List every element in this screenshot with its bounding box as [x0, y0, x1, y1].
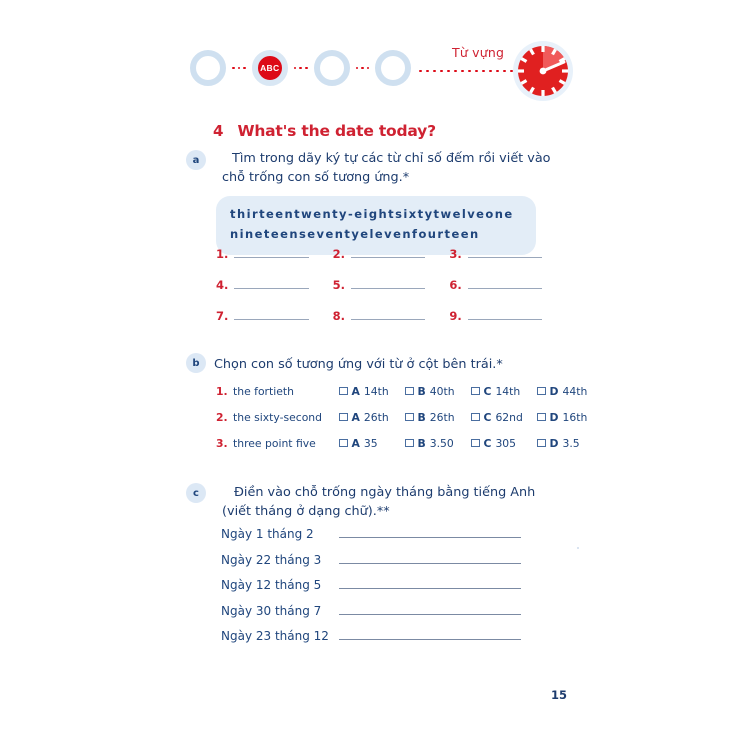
answer-blank-rule[interactable] [234, 277, 308, 289]
date-row-blank[interactable] [339, 575, 521, 589]
task-marker-b: b [186, 353, 206, 373]
answer-blank-number: 9. [449, 309, 462, 323]
mc-option-value: 26th [363, 410, 389, 424]
date-row-label: Ngày 22 tháng 3 [221, 552, 322, 567]
mc-option-value: 3.5 [562, 436, 580, 450]
progress-step-1[interactable] [190, 50, 226, 86]
answer-blank-number: 2. [332, 247, 346, 261]
mc-option-d[interactable] [537, 385, 603, 398]
progress-separator-dots [356, 67, 370, 70]
answer-blank-3[interactable] [449, 246, 556, 261]
task-marker-a: a [186, 150, 206, 170]
checkbox-icon[interactable] [537, 387, 546, 396]
date-row [221, 550, 521, 576]
progress-step-2-label: ABC [260, 62, 280, 73]
checkbox-icon[interactable] [405, 387, 414, 396]
checkbox-icon[interactable] [339, 387, 348, 396]
exercise-title-text: What's the date today? [237, 122, 436, 140]
date-row [221, 575, 521, 601]
section-label: Từ vựng [452, 45, 505, 60]
mc-option-c[interactable] [471, 437, 537, 450]
mc-row [216, 404, 588, 430]
answer-blank-rule[interactable] [234, 308, 308, 320]
answer-blank-5[interactable] [333, 277, 440, 292]
exercise-number: 4 [213, 122, 224, 140]
answer-blank-9[interactable] [449, 308, 556, 323]
answer-blank-1[interactable] [216, 246, 323, 261]
mc-option-letter: B [417, 384, 426, 398]
mc-option-value: 44th [562, 384, 588, 398]
letter-string-line-2: nineteenseventyelevenfourteen [230, 226, 480, 241]
date-row [221, 524, 521, 550]
mc-option-value: 305 [495, 436, 517, 450]
date-row-blank[interactable] [339, 524, 521, 538]
task-c-instruction: Điền vào chỗ trống ngày tháng bằng tiếng Anh (viết tháng ở dạng chữ).** [222, 485, 536, 520]
answer-blank-number: 7. [216, 309, 229, 323]
exercise-title [213, 122, 436, 140]
task-b-question-list [216, 378, 588, 456]
checkbox-icon[interactable] [471, 439, 480, 448]
mc-option-letter: A [351, 384, 360, 398]
answer-blank-8[interactable] [333, 308, 440, 323]
mc-option-a[interactable] [339, 437, 405, 450]
mc-option-value: 14th [363, 384, 389, 398]
progress-step-3[interactable] [314, 50, 350, 86]
mc-option-c[interactable] [471, 411, 537, 424]
mc-option-letter: D [549, 384, 559, 398]
checkbox-icon[interactable] [537, 413, 546, 422]
mc-option-b[interactable] [405, 437, 471, 450]
mc-row [216, 430, 580, 456]
mc-option-letter: C [483, 384, 492, 398]
task-c-date-list [221, 524, 521, 652]
mc-row-prompt: the sixty-second [233, 410, 323, 424]
date-row-label: Ngày 23 tháng 12 [221, 629, 329, 643]
mc-option-group [339, 385, 603, 398]
checkbox-icon[interactable] [537, 439, 546, 448]
mc-row-number: 1. [216, 384, 228, 398]
answer-blank-rule[interactable] [468, 308, 542, 320]
mc-option-value: 16th [562, 410, 588, 424]
page-number: 15 [551, 688, 568, 702]
mc-option-group [339, 411, 603, 424]
progress-separator-dots [232, 67, 246, 70]
letter-string-line-1: thirteentwenty-eightsixtytwelveone [230, 207, 514, 221]
mc-option-value: 26th [429, 410, 455, 424]
mc-row-number: 3. [216, 436, 228, 450]
task-b-instruction: Chọn con số tương ứng với từ ở cột bên trái.* [214, 357, 503, 372]
answer-blank-rule[interactable] [234, 246, 308, 258]
answer-blank-rule[interactable] [468, 246, 542, 258]
date-row-label: Ngày 1 tháng 2 [221, 527, 314, 541]
checkbox-icon[interactable] [471, 387, 480, 396]
mc-option-letter: C [483, 410, 492, 424]
mc-option-letter: B [417, 436, 426, 450]
date-row [221, 601, 521, 627]
checkbox-icon[interactable] [471, 413, 480, 422]
mc-option-letter: D [549, 436, 559, 450]
mc-option-value: 14th [495, 384, 521, 398]
mc-option-letter: A [351, 410, 360, 424]
answer-blank-number: 8. [332, 309, 346, 323]
stopwatch-icon [511, 39, 575, 103]
answer-blank-rule[interactable] [351, 277, 425, 289]
mc-option-letter: C [483, 436, 492, 450]
mc-row-prompt: three point five [233, 436, 316, 450]
answer-blank-rule[interactable] [351, 246, 425, 258]
answer-blank-6[interactable] [449, 277, 556, 292]
mc-option-a[interactable] [339, 385, 405, 398]
mc-option-c[interactable] [471, 385, 537, 398]
answer-blank-rule[interactable] [351, 308, 425, 320]
checkbox-icon[interactable] [405, 413, 414, 422]
progress-step-4[interactable] [375, 50, 411, 86]
mc-option-d[interactable] [537, 411, 603, 424]
mc-option-value: 3.50 [429, 436, 454, 450]
task-a-answer-grid [216, 246, 556, 323]
task-a-instruction: Tìm trong dãy ký tự các từ chỉ số đếm rồi viết vào chỗ trống con số tương ứng.* [222, 151, 551, 186]
answer-blank-number: 6. [449, 278, 462, 292]
mc-row [216, 378, 588, 404]
task-marker-c: c [186, 483, 206, 503]
answer-blank-number: 1. [216, 247, 229, 261]
page-speck [577, 547, 579, 549]
mc-option-b[interactable] [405, 385, 471, 398]
answer-blank-4[interactable] [216, 277, 323, 292]
progress-step-2-active[interactable] [252, 50, 288, 86]
checkbox-icon[interactable] [405, 439, 414, 448]
answer-blank-number: 3. [449, 247, 462, 261]
date-row-blank[interactable] [339, 626, 521, 640]
date-row [221, 626, 521, 652]
mc-row-number: 2. [216, 410, 228, 424]
date-row-label: Ngày 30 tháng 7 [221, 603, 322, 618]
date-row-blank[interactable] [339, 550, 521, 564]
mc-option-letter: A [351, 436, 360, 450]
checkbox-icon[interactable] [339, 413, 348, 422]
mc-option-a[interactable] [339, 411, 405, 424]
mc-option-d[interactable] [537, 437, 603, 450]
date-row-blank[interactable] [339, 601, 521, 615]
mc-option-letter: D [549, 410, 559, 424]
mc-option-letter: B [417, 410, 426, 424]
answer-blank-7[interactable] [216, 308, 323, 323]
answer-blank-number: 4. [216, 278, 229, 292]
checkbox-icon[interactable] [339, 439, 348, 448]
date-row-label: Ngày 12 tháng 5 [221, 578, 322, 592]
mc-row-prompt: the fortieth [233, 384, 294, 398]
answer-blank-number: 5. [332, 278, 346, 292]
mc-option-value: 62nd [495, 410, 523, 424]
mc-option-b[interactable] [405, 411, 471, 424]
mc-option-value: 35 [363, 436, 378, 450]
progress-separator-dots [294, 67, 308, 70]
mc-option-value: 40th [429, 384, 455, 398]
mc-option-group [339, 437, 603, 450]
answer-blank-rule[interactable] [468, 277, 542, 289]
answer-blank-2[interactable] [333, 246, 440, 261]
